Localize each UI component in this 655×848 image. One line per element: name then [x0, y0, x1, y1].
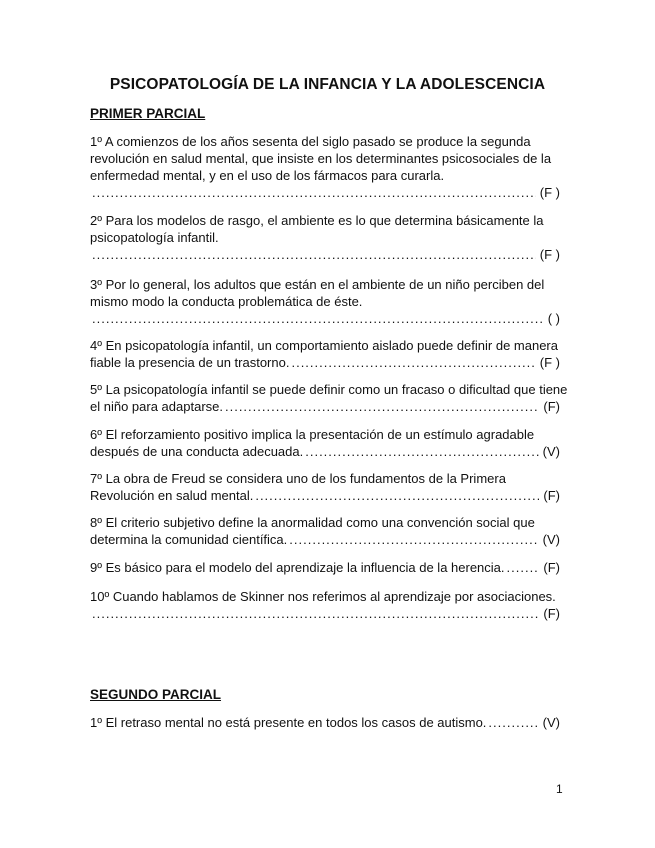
question-2-1 [90, 714, 560, 731]
question-text-line: 10º Cuando hablamos de Skinner nos referimos al aprendizaje por asociaciones. [90, 589, 556, 604]
question-tail-text: determina la comunidad científica. [90, 532, 288, 547]
question-2 [90, 212, 560, 263]
page-number: 1 [556, 782, 563, 796]
dot-leader [92, 184, 536, 201]
question-4 [90, 337, 560, 371]
answer-leader [90, 246, 560, 263]
answer-mark: (F ) [539, 355, 560, 370]
question-text-line: 6º El reforzamiento positivo implica la presentación de un estímulo agradable [90, 427, 535, 442]
question-text-line: 5º La psicopatología infantil se puede definir como un fracaso o dificultad que tiene [90, 382, 568, 397]
question-7 [90, 470, 560, 504]
question-text-line: 3º Por lo general, los adultos que están en el ambiente de un niño perciben del [90, 277, 545, 292]
dot-leader [92, 246, 536, 263]
page-title: PSICOPATOLOGÍA DE LA INFANCIA Y LA ADOLESCENCIA [109, 76, 546, 93]
question-text-line: 2º Para los modelos de rasgo, el ambiente es lo que determina básicamente la [90, 213, 544, 228]
answer-leader [90, 354, 560, 371]
answer-leader [90, 310, 560, 327]
section-heading-primer-parcial: PRIMER PARCIAL [90, 106, 206, 121]
question-text-line: psicopatología infantil. [90, 230, 219, 245]
answer-leader [90, 714, 560, 731]
question-tail-text: 9º Es básico para el modelo del aprendizaje la influencia de la herencia. [90, 560, 505, 575]
answer-leader [90, 531, 560, 548]
answer-leader [90, 443, 560, 460]
answer-leader [90, 559, 560, 576]
section-heading-segundo-parcial: SEGUNDO PARCIAL [90, 687, 222, 702]
answer-mark: (F) [543, 606, 560, 621]
dot-leader [92, 310, 544, 327]
question-8 [90, 514, 560, 548]
answer-mark: (F) [543, 399, 560, 414]
question-text-line: 7º La obra de Freud se considera uno de los fundamentos de la Primera [90, 471, 506, 486]
answer-mark: (V) [542, 444, 560, 459]
question-text-line: 1º A comienzos de los años sesenta del siglo pasado se produce la segunda [90, 134, 531, 149]
dot-leader [255, 487, 539, 504]
answer-mark: (F ) [539, 247, 560, 262]
answer-mark: (F ) [539, 185, 560, 200]
dot-leader [488, 714, 538, 731]
question-1 [90, 133, 560, 201]
question-3 [90, 276, 560, 327]
question-5 [90, 381, 568, 415]
question-9 [90, 559, 560, 576]
answer-mark: (F) [543, 488, 560, 503]
question-6 [90, 426, 560, 460]
question-tail-text: Revolución en salud mental. [90, 488, 254, 503]
dot-leader [291, 354, 535, 371]
question-text-line: enfermedad mental, y en el uso de los fármacos para curarla. [90, 168, 445, 183]
answer-leader [90, 398, 560, 415]
question-tail-text: el niño para adaptarse. [90, 399, 223, 414]
question-tail-text: 1º El retraso mental no está presente en todos los casos de autismo. [90, 715, 487, 730]
dot-leader [92, 605, 539, 622]
answer-leader [90, 184, 560, 201]
question-text-line: revolución en salud mental, que insiste en los determinantes psicosociales de la [90, 151, 552, 166]
answer-mark: (V) [542, 532, 560, 547]
question-tail-text: después de una conducta adecuada. [90, 444, 304, 459]
question-10 [90, 588, 560, 622]
question-tail-text: fiable la presencia de un trastorno. [90, 355, 290, 370]
answer-mark: ( ) [547, 311, 560, 326]
answer-leader [90, 605, 560, 622]
dot-leader [305, 443, 538, 460]
answer-mark: (V) [542, 715, 560, 730]
answer-leader [90, 487, 560, 504]
dot-leader [225, 398, 539, 415]
answer-mark: (F) [543, 560, 560, 575]
question-text-line: 8º El criterio subjetivo define la anormalidad como una convención social que [90, 515, 535, 530]
dot-leader [507, 559, 540, 576]
question-text-line: 4º En psicopatología infantil, un comportamiento aislado puede definir de manera [90, 338, 558, 353]
question-text-line: mismo modo la conducta problemática de éste. [90, 294, 363, 309]
dot-leader [289, 531, 538, 548]
